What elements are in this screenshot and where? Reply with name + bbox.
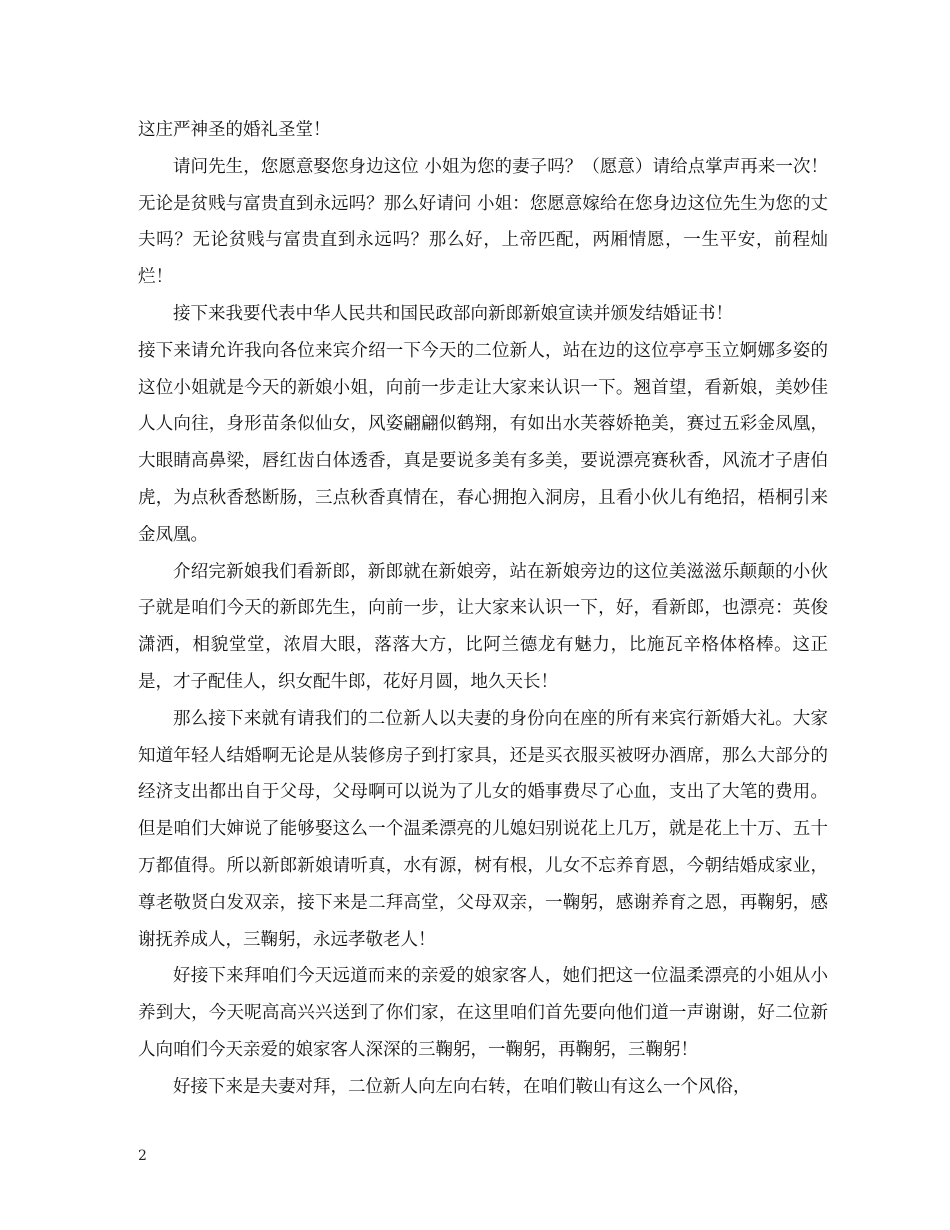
paragraph-4: 接下来请允许我向各位来宾介绍一下今天的二位新人，站在边的这位亭亭玉立婀娜多姿的这位小姐就是今天的新娘小姐，向前一步走让大家来认识一下。翘首望，看新娘，美妙佳人人向往，身形苗条似仙女，风姿翩翩似鹤翔，有如出水芙蓉娇艳美，赛过五彩金凤凰，大眼睛高鼻梁，唇红齿白体透香，真是要说多美有多美，要说漂亮赛秋香，风流才子唐伯虎，为点秋香愁断肠，三点秋香真情在，春心拥抱入洞房，且看小伙儿有绝招，梧桐引来金凤凰。 [138, 340, 828, 545]
paragraph-3: 接下来我要代表中华人民共和国民政部向新郎新娘宣读并颁发结婚证书！ [173, 303, 733, 324]
paragraph-7: 好接下来拜咱们今天远道而来的亲爱的娘家客人，她们把这一位温柔漂亮的小姐从小养到大，今天呢高高兴兴送到了你们家，在这里咱们首先要向他们道一声谢谢，好二位新人向咱们今天亲爱的娘家客人深深的三鞠躬，一鞠躬，再鞠躬，三鞠躬！ [138, 966, 828, 1060]
paragraph-8: 好接下来是夫妻对拜，二位新人向左向右转，在咱们鞍山有这么一个风俗， [173, 1076, 751, 1097]
paragraph-1: 这庄严神圣的婚礼圣堂！ [138, 120, 331, 140]
page-number: 2 [138, 1148, 147, 1164]
paragraph-5: 介绍完新娘我们看新郎，新郎就在新娘旁，站在新娘旁边的这位美滋滋乐颠颠的小伙子就是咱们今天的新郎先生，向前一步，让大家来认识一下，好，看新郎，也漂亮：英俊潇洒，相貌堂堂，浓眉大眼，落落大方，比阿兰德龙有魅力，比施瓦辛格体格棒。这正是，才子配佳人，织女配牛郎，花好月圆，地久天长！ [138, 561, 828, 692]
document-body [138, 112, 828, 1106]
paragraph-2: 请问先生，您愿意娶您身边这位 小姐为您的妻子吗？（愿意）请给点掌声再来一次！无论是贫贱与富贵直到永远吗？那么好请问 小姐：您愿意嫁给在您身边这位先生为您的丈夫吗？无论贫贱与富贵直到永远吗？那么好，上帝匹配，两厢情愿，一生平安，前程灿烂！ [138, 156, 828, 288]
paragraph-6: 那么接下来就有请我们的二位新人以夫妻的身份向在座的所有来宾行新婚大礼。大家知道年轻人结婚啊无论是从装修房子到打家具，还是买衣服买被呀办酒席，那么大部分的经济支出都出自于父母，父母啊可以说为了儿女的婚事费尽了心血，支出了大笔的费用。但是咱们大婶说了能够娶这么一个温柔漂亮的儿媳妇别说花上几万，就是花上十万、五十万都值得。所以新郎新娘请听真，水有源，树有根，儿女不忘养育恩，今朝结婚成家业，尊老敬贤白发双亲，接下来是二拜高堂，父母双亲，一鞠躬，感谢养育之恩，再鞠躬，感谢抚养成人，三鞠躬，永远孝敬老人！ [138, 708, 828, 950]
